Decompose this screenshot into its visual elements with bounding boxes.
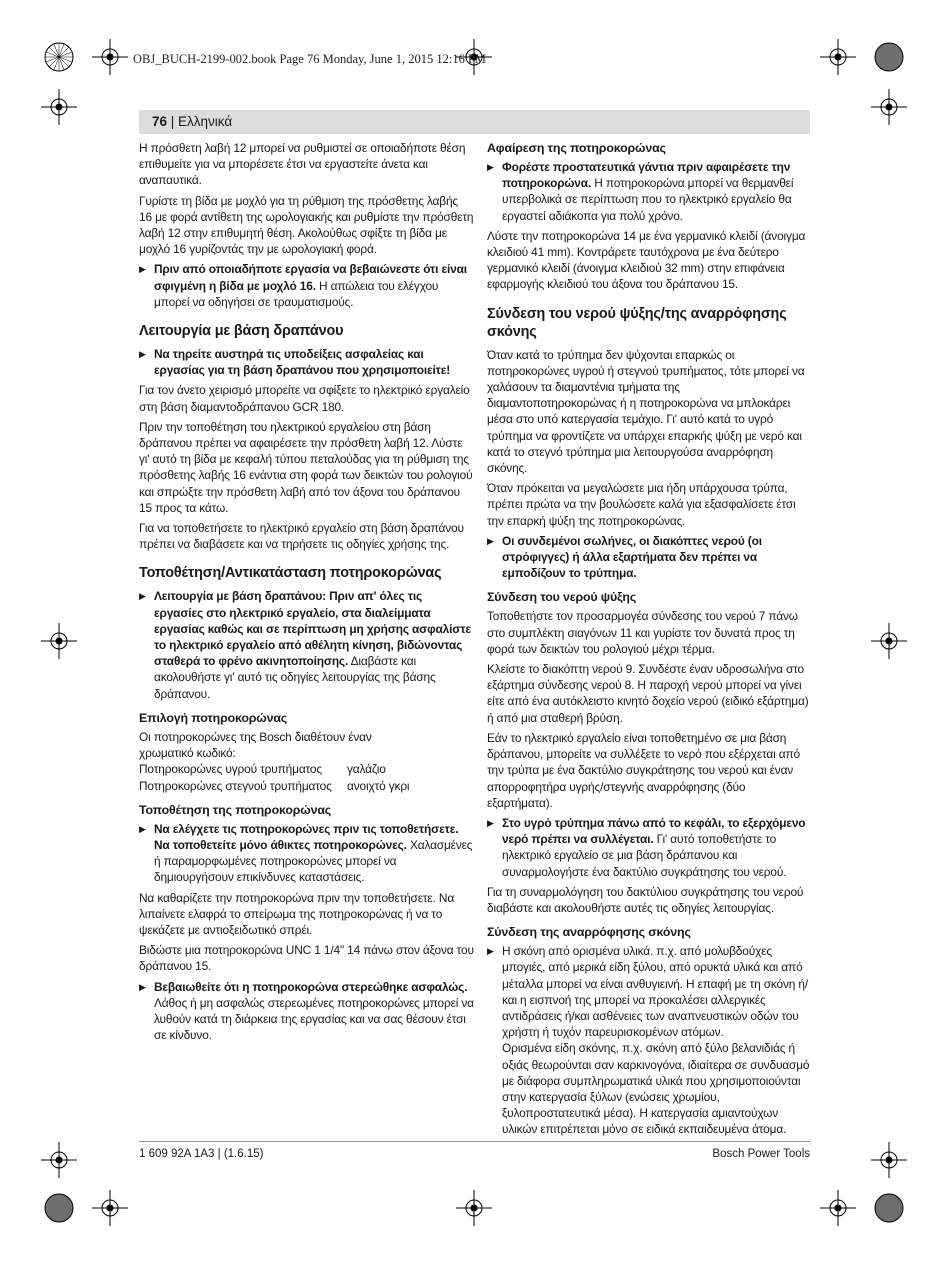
table-row: Ποτηροκορώνες στεγνού τρυπήματος ανοιχτό γκρι <box>139 778 410 793</box>
paragraph: Γυρίστε τη βίδα με μοχλό για τη ρύθμιση της πρόσθετης λαβής 16 με φορά αντίθετη της ωρολογιακής και ρυθμίστε την πρόσθετη λαβή 12 στην επιθυμητή θέση. Ακολούθως σφίξτε τη βίδα με μοχλό 16 γυρίζοντάς την με ωρολογιακή φορά. <box>139 193 474 257</box>
paragraph: Οι ποτηροκορώνες της Bosch διαθέτουν έναν χρωματικό κωδικό: <box>139 729 372 761</box>
footer-doc-number: 1 609 92A 1A3 | (1.6.15) <box>139 1148 264 1160</box>
subheading: Επιλογή ποτηροκορώνας <box>139 710 288 725</box>
paragraph: Πριν την τοποθέτηση του ηλεκτρικού εργαλείου στη βάση δράπανου πρέπει να αφαιρέσετε την πρόσθετη λαβή 12. Λύστε γι' αυτό τη βίδα με κεφαλή τύπου πεταλούδας για τη ρύθμιση της πρόσθετης λαβής 16 ενάντια στη φορά των δεικτών του ρολογιού και σπρώξτε την πρόσθετη λαβή από τον άξονα του δράπανου 15 προς τα κάτω. <box>139 419 473 515</box>
paragraph: Λύστε την ποτηροκορώνα 14 με ένα γερμανικό κλειδί (άνοιγμα κλειδιού 41 mm). Κοντράρετε ταυτόχρονα με ένα δεύτερο γερμανικό κλειδί (άνοιγμα κλειδιού 32 mm) στην επιφάνεια εφαρμογής κλειδιού του άξονα του δράπανου 15. <box>487 228 806 292</box>
subheading: Τοποθέτηση της ποτηροκορώνας <box>139 802 332 817</box>
subheading: Σύνδεση της αναρρόφησης σκόνης <box>487 925 691 940</box>
crosshair-icon <box>871 1142 907 1178</box>
paragraph: Κλείστε το διακόπτη νερού 9. Συνδέστε έναν υδροσωλήνα στο εξάρτημα σύνδεσης νερού 8. Η παροχή νερού μπορεί να γίνει είτε από ένα αυτόκλειστο κινητό δοχείο νερού (ειδικό εξάρτημα) ή από μια σταθερή βρύση. <box>487 662 809 725</box>
warning-item: ▶ Οι συνδεμένοι σωλήνες, οι διακόπτες νερού (οι στρόφιγγες) ή άλλα εξαρτήματα δεν πρέπει να εμποδίζουν το τρύπημα. <box>487 533 810 582</box>
color-target-icon <box>45 43 73 71</box>
gray-target-icon <box>875 43 903 71</box>
page-number-label: 76 | Ελληνικά <box>152 114 233 129</box>
warning-item: ▶ Η σκόνη από ορισμένα υλικά. π.χ. από μολυβδούχες μπογιές, από μερικά είδη ξύλου, από ορυκτά υλικά και από μέταλλα μπορεί να είναι ανθυγιεινή. Η επαφή με τη σκόνη ή/και η εισπνοή της μπορεί να προκαλέσει αλλεργικές αντιδράσεις ή/και ασθένειες των αναπνευστικών οδών του χρήστη ή τυχόν παρευρισκομένων ατόμων. Ορισμένα είδη σκόνης, π.χ. σκόνη από ξύλο βελανιδιάς ή οξιάς θεωρούνται σαν καρκινογόνα, ιδιαίτερα σε συνδυασμό με διάφορα συμπληρωματικά υλικά που χρησιμοποιούνται στην κατεργασία ξύλων (ενώσεις χρωμίου, ξυλοπροστατευτικά μέσα). Η κατεργασία αμιαντούχων υλικών επιτρέπεται μόνο σε ειδικά εκπαιδευμένα άτομα. <box>487 943 810 1137</box>
footer-rule <box>139 1141 810 1142</box>
page-header <box>139 110 810 134</box>
crosshair-icon <box>41 623 77 659</box>
warning-item: ▶ Στο υγρό τρύπημα πάνω από το κεφάλι, το εξερχόμενο νερό πρέπει να συλλέγεται. Γι' αυτό τοποθετήστε το ηλεκτρικό εργαλείο σε μια βάση δράπανου και συναρμολογήστε ένα δακτύλιο συγκράτησης του νερού. <box>487 815 810 880</box>
paragraph: Για τη συναρμολόγηση του δακτύλιου συγκράτησης του νερού διαβάστε και ακολουθήστε αυτές τις οδηγίες λειτουργίας. <box>487 884 804 915</box>
warning-item: ▶ Να τηρείτε αυστηρά τις υποδείξεις ασφαλείας και εργασίας για τη βάση δραπάνου που χρησιμοποιείτε! <box>139 346 474 378</box>
left-column <box>139 140 474 1047</box>
paragraph: Όταν πρόκειται να μεγαλώσετε μια ήδη υπάρχουσα τρύπα, πρέπει πρώτα να την βουλώσετε καλά για εξασφαλίσετε έτσι την επαρκή ψύξη της ποτηροκορώνας. <box>487 481 796 528</box>
warning-item: ▶ Πριν από οποιαδήποτε εργασία να βεβαιώνεστε ότι είναι σφιγμένη η βίδα με μοχλό 16. Η απώλεια του ελέγχου μπορεί να οδηγήσει σε τραυματισμούς. <box>139 261 474 310</box>
paragraph: Να καθαρίζετε την ποτηροκορώνα πριν την τοποθετήσετε. Να λιπαίνετε ελαφρά το σπείρωμα της ποτηροκορώνας ή να το ψεκάζετε με αντιοξειδωτικό σπρέι. <box>139 890 455 937</box>
print-info: OBJ_BUCH-2199-002.book Page 76 Monday, June 1, 2015 12:16 PM <box>133 52 487 66</box>
crosshair-icon <box>41 89 77 125</box>
subheading: Αφαίρεση της ποτηροκορώνας <box>487 141 666 155</box>
crosshair-icon <box>456 1190 492 1226</box>
color-code-table <box>139 761 474 793</box>
gray-target-icon <box>45 1194 73 1222</box>
paragraph: Για τον άνετο χειρισμό μπορείτε να σφίξετε το ηλεκτρικό εργαλείο στη βάση διαμαντοδράπανου GCR 180. <box>139 383 470 414</box>
section-heading: Σύνδεση του νερού ψύξης/της αναρρόφησης σκόνης <box>487 305 787 340</box>
warning-item: ▶ Λειτουργία με βάση δραπάνου: Πριν απ' όλες τις εργασίες στο ηλεκτρικό εργαλείο, στα διαλείμματα εργασίας καθώς και σε περίπτωση μη χρήσης ασφαλίστε το ηλεκτρικό εργαλείο από αθέλητη κίνηση, βιδώνοντας σταθερά το φρένο ακινητοποίησης. Διαβάστε και ακολουθήστε γι' αυτό τις οδηγίες λειτουργίας της βάσης δράπανου. <box>139 588 474 701</box>
warning-item: ▶ Να ελέγχετε τις ποτηροκορώνες πριν τις τοποθετήσετε. Να τοποθετείτε μόνο άθικτες ποτηροκορώνες. Χαλασμένες ή παραμορφωμένες ποτηροκορώνες μπορεί να δημιουργήσουν επικίνδυνες καταστάσεις. <box>139 821 474 886</box>
paragraph: Τοποθετήστε τον προσαρμογέα σύνδεσης του νερού 7 πάνω στο συμπλέκτη σιαγόνων 11 και γυρίστε τον δυνατά προς τη φορά των δεικτών του ρολογιού μέχρι τέρμα. <box>487 609 798 656</box>
section-heading: Τοποθέτηση/Αντικατάσταση ποτηροκορώνας <box>139 565 442 582</box>
paragraph: Η πρόσθετη λαβή 12 μπορεί να ρυθμιστεί σε οποιαδήποτε θέση επιθυμείτε για να μπορέσετε έτσι να εργαστείτε άνετα και αναπαυτικά. <box>139 141 466 188</box>
paragraph: Εάν το ηλεκτρικό εργαλείο είναι τοποθετημένο σε μια βάση δράπανου, μπορείτε να συλλέξετε το νερό που εξέρχεται από την τρύπα με ένα δακτύλιο συγκράτησης του νερού και έναν απορροφητήρα υγρής/στεγνής αναρρόφησης (δύο εξαρτήματα). <box>487 730 800 810</box>
footer-brand: Bosch Power Tools <box>712 1148 810 1160</box>
paragraph: Όταν κατά το τρύπημα δεν ψύχονται επαρκώς οι ποτηροκορώνες υγρού ή στεγνού τρυπήματος, τότε μπορεί να χαλάσουν τα διαμαντένια τμήματα της διαμαντοποτηροκορώνας ή η ποτηροκορώνα να μπλοκάρει μέσα στο υπό κατεργασία τεμάχιο. Γι' αυτό κατά το υγρό τρύπημα να φροντίζετε να υπάρχει επαρκής ψύξη με νερό και κατά το στεγνό τρύπημα μια λειτουργούσα αναρρόφηση σκόνης. <box>487 347 805 476</box>
crosshair-icon <box>820 1190 856 1226</box>
crosshair-icon <box>820 39 856 75</box>
crosshair-icon <box>92 39 128 75</box>
paragraph: Βιδώστε μια ποτηροκορώνα UNC 1 1/4" 14 πάνω στον άξονα του δράπανου 15. <box>139 943 474 974</box>
table-row: Ποτηροκορώνες υγρού τρυπήματος γαλάζιο <box>139 762 386 777</box>
warning-item: ▶ Βεβαιωθείτε ότι η ποτηροκορώνα στερεώθηκε ασφαλώς. Λάθος ή μη ασφαλώς στερεωμένες ποτηροκορώνες μπορεί να λυθούν κατά τη διάρκεια της εργασίας και να σας θέσουν έτσι σε κίνδυνο. <box>139 979 474 1044</box>
crosshair-icon <box>871 89 907 125</box>
gray-target-icon <box>875 1194 903 1222</box>
crosshair-icon <box>92 1190 128 1226</box>
crosshair-icon <box>871 623 907 659</box>
subheading: Σύνδεση του νερού ψύξης <box>487 590 637 605</box>
section-heading: Λειτουργία με βάση δραπάνου <box>139 323 344 340</box>
right-column <box>487 140 810 1142</box>
crosshair-icon <box>41 1142 77 1178</box>
warning-item: ▶ Φορέστε προστατευτικά γάντια πριν αφαιρέσετε την ποτηροκορώνα. Η ποτηροκορώνα μπορεί να θερμανθεί υπερβολικά σε περίπτωση που το ηλεκτρικό εργαλείο θα εργαστεί αδιάκοπα για πολύ χρόνο. <box>487 159 810 224</box>
paragraph: Για να τοποθετήσετε το ηλεκτρικό εργαλείο στη βάση δραπάνου πρέπει να διαβάσετε και να τηρήσετε τις οδηγίες χρήσης της. <box>139 521 464 552</box>
